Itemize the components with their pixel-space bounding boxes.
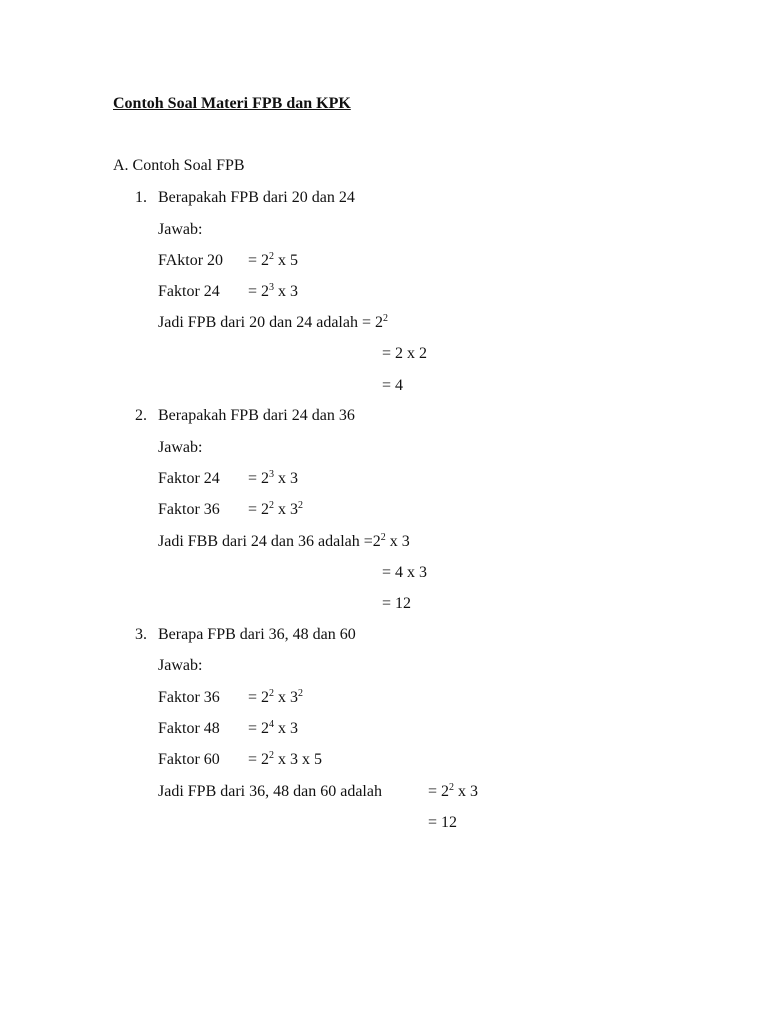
- q1-factor2-label: Faktor 24: [158, 283, 220, 300]
- q2-factor2-label: Faktor 36: [158, 501, 220, 518]
- q2-conclusion: Jadi FBB dari 24 dan 36 adalah $=2^2$ x 3: [158, 532, 410, 550]
- q1-step2: = 4: [382, 377, 404, 394]
- q3-step1: = 12: [428, 814, 458, 831]
- q3-answer-label: Jawab:: [158, 657, 203, 674]
- q1-factor2-value: = $2^3$ x 3: [248, 282, 299, 300]
- q2-step2: = 12: [382, 595, 412, 612]
- q1-factor1-label: FAktor 20: [158, 252, 224, 269]
- q3-conclusion-value: = $2^2$ x 3: [428, 782, 479, 800]
- q3-factor2-value: = $2^4$ x 3: [248, 719, 299, 737]
- document-title: Contoh Soal Materi FPB dan KPK: [113, 95, 351, 112]
- q1-number: 1.: [135, 189, 147, 206]
- q1-question: Berapakah FPB dari 20 dan 24: [158, 189, 355, 206]
- q3-factor3-value: = $2^2$ x 3 x 5: [248, 750, 323, 768]
- section-heading: A. Contoh Soal FPB: [113, 157, 245, 174]
- q3-number: 3.: [135, 626, 147, 643]
- q1-factor1-value: = $2^2$ x 5: [248, 251, 299, 269]
- q2-answer-label: Jawab:: [158, 439, 203, 456]
- q1-step1: = 2 x 2: [382, 345, 428, 362]
- q3-factor2-label: Faktor 48: [158, 720, 220, 737]
- q1-conclusion: Jadi FPB dari 20 dan 24 adalah = $2^2$: [158, 313, 388, 331]
- q2-factor2-value: = $2^2$ x $3^2$: [248, 500, 304, 518]
- q3-conclusion: Jadi FPB dari 36, 48 dan 60 adalah: [158, 783, 382, 800]
- q3-factor1-label: Faktor 36: [158, 689, 220, 706]
- q3-question: Berapa FPB dari 36, 48 dan 60: [158, 626, 356, 643]
- q2-number: 2.: [135, 407, 147, 424]
- q1-answer-label: Jawab:: [158, 221, 203, 238]
- q3-factor3-label: Faktor 60: [158, 751, 220, 768]
- q2-question: Berapakah FPB dari 24 dan 36: [158, 407, 355, 424]
- q2-step1: = 4 x 3: [382, 564, 428, 581]
- q2-factor1-label: Faktor 24: [158, 470, 220, 487]
- q2-factor1-value: = $2^3$ x 3: [248, 469, 299, 487]
- q3-factor1-value: = $2^2$ x $3^2$: [248, 688, 304, 706]
